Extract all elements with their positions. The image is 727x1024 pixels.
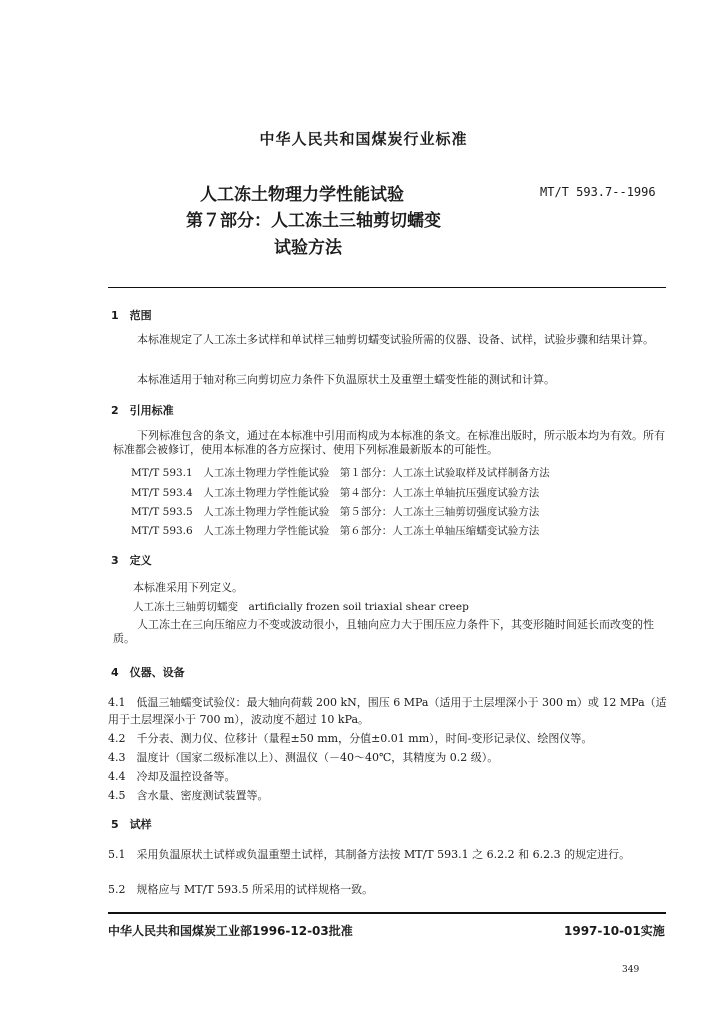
- section-5-item: 5.2 规格应与 MT/T 593.5 所采用的试样规格一致。: [108, 883, 374, 896]
- section-4-item: 4.4 冷却及温控设备等。: [108, 770, 236, 783]
- reference-item: MT/T 593.1 人工冻土物理力学性能试验 第１部分：人工冻土试验取样及试样制备方法: [131, 467, 550, 479]
- reference-item: MT/T 593.6 人工冻土物理力学性能试验 第６部分：人工冻土单轴压缩蠕变试验方法: [131, 525, 540, 537]
- section-4-heading: 4 仪器、设备: [111, 666, 185, 679]
- top-rule: [108, 287, 666, 288]
- section-4-item: 4.1 低温三轴蠕变试验仪：最大轴向荷载 200 kN，围压 6 MPa（适用于土层埋深小于 300 m）或 12 MPa（适用于土层埋深小于 700 m），波动度不超过 10 kPa。: [108, 696, 667, 726]
- section-4-item: 4.5 含水量、密度测试装置等。: [108, 789, 269, 802]
- document-header: 中华人民共和国煤炭行业标准: [259, 130, 468, 148]
- section-1-paragraph-2: 本标准适用于轴对称三向剪切应力条件下负温原状土及重塑土蠕变性能的测试和计算。: [137, 373, 555, 386]
- section-3-paragraph-1: 本标准采用下列定义。: [133, 581, 243, 594]
- section-2-paragraph: 下列标准包含的条文，通过在本标准中引用而构成为本标准的条文。在标准出版时，所示版本均为有效。所有标准都会被修订，使用本标准的各方应探讨、使用下列标准最新版本的可能性。: [113, 429, 665, 456]
- effective-date: 1997-10-01实施: [564, 924, 665, 938]
- section-1-paragraph-1: 本标准规定了人工冻土多试样和单试样三轴剪切蠕变试验所需的仪器、设备、试样，试验步骤和结果计算。: [137, 333, 654, 346]
- section-3-heading: 3 定义: [111, 554, 152, 567]
- section-4-item: 4.3 温度计（国家二级标准以上）、测温仪（－40～40℃，其精度为 0.2 级）。: [108, 751, 499, 764]
- section-1-heading: 1 范围: [111, 309, 152, 322]
- reference-item: MT/T 593.5 人工冻土物理力学性能试验 第５部分：人工冻土三轴剪切强度试验方法: [131, 506, 540, 518]
- footer-rule: [108, 912, 666, 914]
- section-3-term: 人工冻土三轴剪切蠕变 artificially frozen soil triaxial shear creep: [133, 601, 469, 613]
- section-4-item: 4.2 千分表、测力仪、位移计（量程±50 mm，分值±0.01 mm），时间-变形记录仪、绘图仪等。: [108, 732, 593, 745]
- title-line-1: 人工冻土物理力学性能试验: [200, 185, 404, 205]
- reference-item: MT/T 593.4 人工冻土物理力学性能试验 第４部分：人工冻土单轴抗压强度试验方法: [131, 487, 540, 499]
- section-3-paragraph-2: 人工冻土在三向压缩应力不变或波动很小，且轴向应力大于围压应力条件下，其变形随时间延长而改变的性质。: [113, 618, 654, 645]
- page-number: 349: [622, 965, 640, 975]
- title-line-3: 试验方法: [274, 238, 342, 258]
- section-5-heading: 5 试样: [111, 818, 152, 831]
- standard-code: MT/T 593.7--1996: [540, 185, 656, 199]
- section-5-item: 5.1 采用负温原状土试样或负温重塑土试样，其制备方法按 MT/T 593.1 之 6.2.2 和 6.2.3 的规定进行。: [108, 848, 631, 861]
- section-2-heading: 2 引用标准: [111, 404, 174, 417]
- approval-info: 中华人民共和国煤炭工业部1996-12-03批准: [108, 924, 353, 938]
- title-line-2: 第７部分：人工冻土三轴剪切蠕变: [186, 211, 441, 231]
